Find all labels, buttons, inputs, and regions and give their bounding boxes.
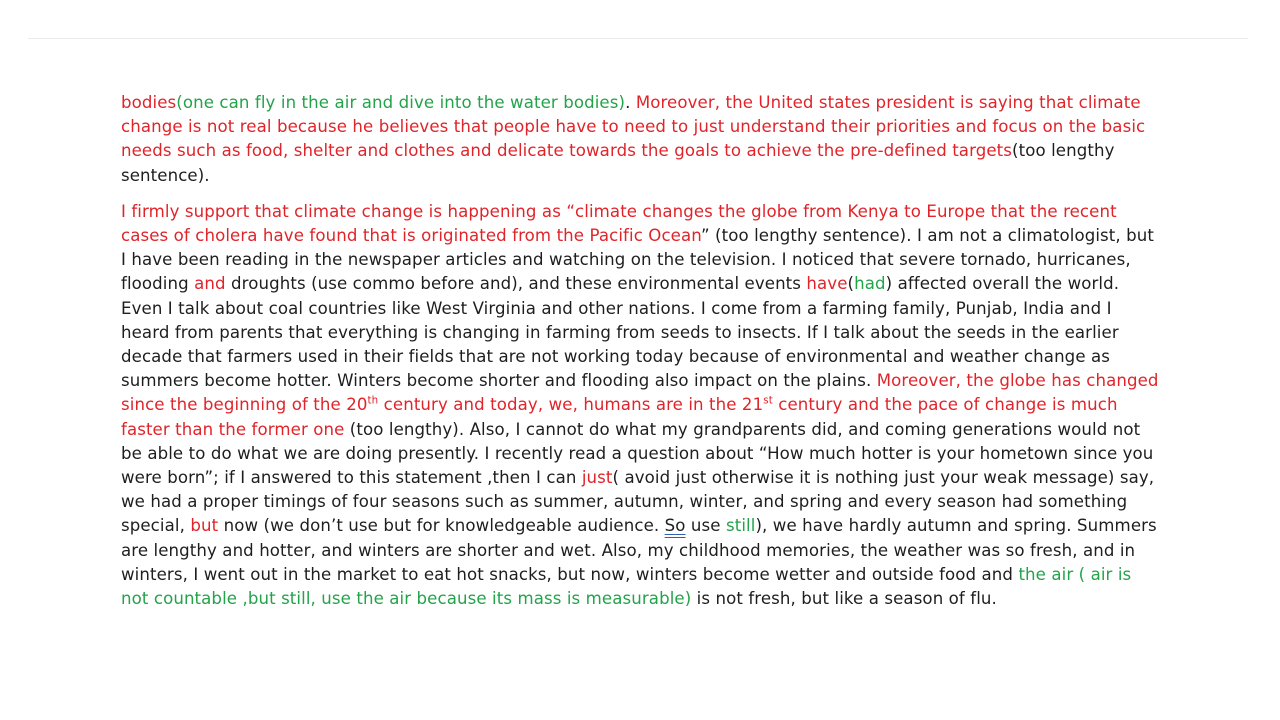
red-annotated-text: bodies bbox=[121, 93, 177, 112]
body-text: ” (too lengthy sentence). I am not a climatologist, but I have been reading in the newspaper articles and watching on the television. I noticed that severe tornado, hurricanes, flooding bbox=[121, 226, 1155, 294]
body-text: (too lengthy). Also, I cannot do what my grandparents did, and coming generations would not be able to do what we are doing presently. I recently read a question about “How much hotter is your hometown since you were born”; if I answered to this statement ,then I can bbox=[121, 419, 1154, 488]
red-annotated-text: just bbox=[581, 468, 613, 488]
green-annotated-text: had bbox=[854, 274, 886, 294]
green-annotated-text: the air ( air is not countable ,but still, use the air because its mass is measurable) bbox=[121, 564, 1132, 609]
green-annotated-text: (one can fly in the air and dive into the water bodies) bbox=[176, 93, 626, 112]
red-annotated-text: century and today, we, humans are in the 21 bbox=[378, 395, 764, 415]
body-text: ( avoid just otherwise it is nothing just your weak message) say, we had a proper timings of four seasons such as summer, autumn, winter, and spring and every season had something special, bbox=[121, 468, 1155, 536]
body-text: ), we have hardly autumn and spring. Summers are lengthy and hotter, and winters are shorter and wet. Also, my childhood memories, the weather was so fresh, and in winters, I went out in the market to eat hot snacks, but now, winters become wetter and outside food and bbox=[121, 516, 1157, 584]
paragraph bbox=[121, 200, 1161, 611]
page-top-border bbox=[28, 38, 1248, 39]
superscript-text: st bbox=[763, 394, 773, 407]
green-annotated-text: still bbox=[725, 516, 756, 536]
body-text: droughts (use commo before and), and these environmental events bbox=[225, 274, 807, 294]
red-annotated-text: have bbox=[806, 274, 848, 294]
body-text: ) affected overall the world. Even I talk about coal countries like West Virginia and other nations. I come from a farming family, Punjab, India and I heard from parents that everything is changing in farming from seeds to insects. If I talk about the seeds in the earlier decade that farmers used in their fields that are not working today because of environmental and weather change as summers become hotter. Winters become shorter and flooding also impact on the plains. bbox=[121, 274, 1120, 391]
paragraph bbox=[121, 91, 1161, 188]
red-annotated-text: Moreover, the United states president is saying that climate change is not real because he believes that people have to need to just understand their priorities and focus on the basic needs such as food, shelter and clothes and delicate towards the goals to achieve the pre-defined targets bbox=[121, 93, 1146, 161]
red-annotated-text: and bbox=[194, 274, 226, 294]
superscript-text: th bbox=[367, 394, 379, 407]
red-annotated-text: Moreover, the globe has changed since the beginning of the 20 bbox=[121, 371, 1159, 415]
body-text: . bbox=[625, 93, 636, 112]
red-annotated-text: century and the pace of change is much faster than the former one bbox=[121, 395, 1118, 439]
body-text: (too lengthy sentence). bbox=[121, 141, 1115, 185]
body-text: use bbox=[685, 516, 726, 536]
document-body bbox=[121, 91, 1161, 611]
red-annotated-text: I firmly support that climate change is happening as “climate changes the globe from Kenya to Europe that the recent cases of cholera have found that is originated from the Pacific Ocean bbox=[121, 201, 1117, 246]
body-text: is not fresh, but like a season of flu. bbox=[691, 589, 997, 609]
red-annotated-text: but bbox=[190, 516, 219, 536]
body-text: ( bbox=[847, 274, 855, 294]
body-text: So bbox=[664, 516, 686, 536]
body-text: now (we don’t use but for knowledgeable audience. bbox=[218, 516, 665, 536]
